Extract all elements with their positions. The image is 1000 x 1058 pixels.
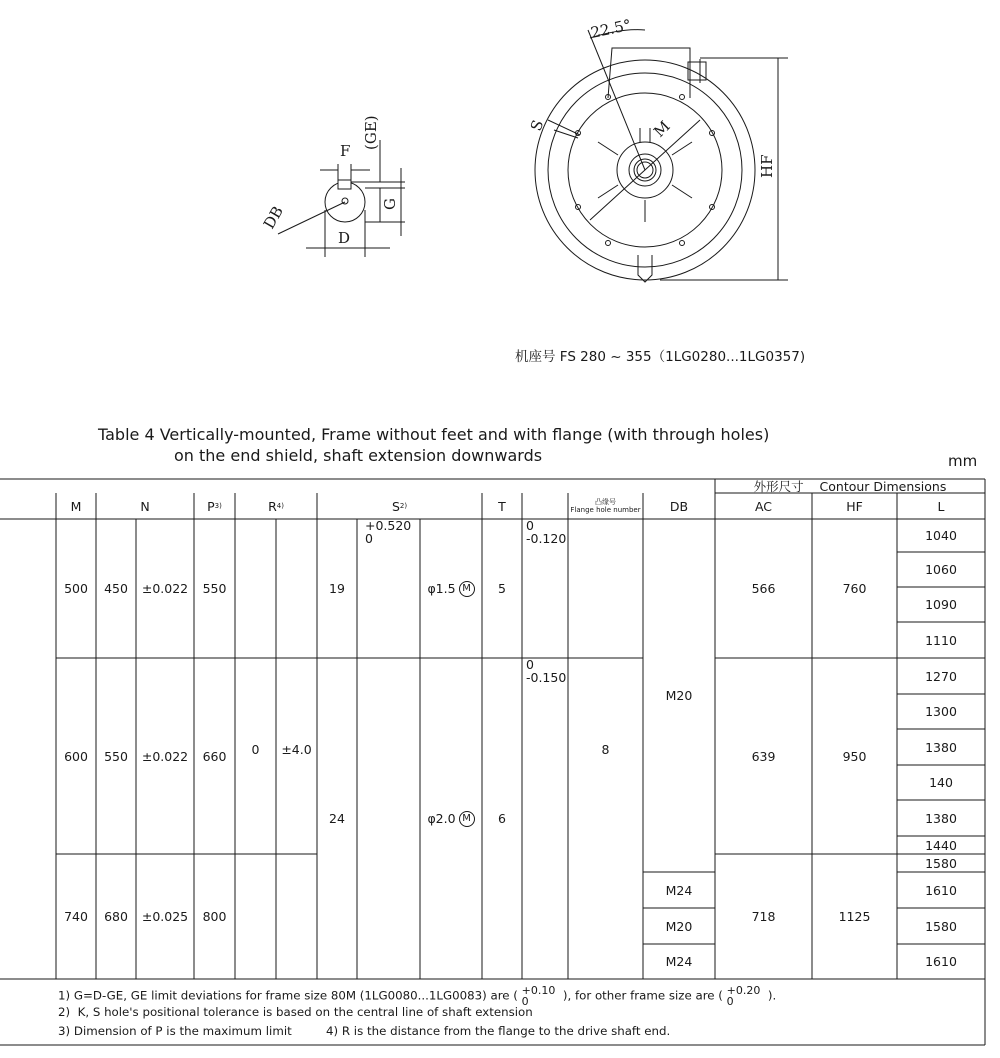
label-hf: HF bbox=[758, 154, 776, 178]
g1-s: 19 bbox=[329, 581, 345, 596]
header-hf: HF bbox=[846, 498, 863, 514]
s-lower: 24 bbox=[329, 811, 345, 826]
footnote-3: 3) Dimension of P is the maximum limit bbox=[58, 1024, 292, 1038]
g3-db-2: M20 bbox=[665, 918, 693, 934]
g3-p: 800 bbox=[202, 909, 227, 924]
footnote-4: 4) R is the distance from the flange to the drive shaft end. bbox=[326, 1024, 671, 1038]
g1-m: 500 bbox=[64, 581, 88, 596]
header-flange-holes: 凸缘号 Flange hole number bbox=[570, 498, 641, 514]
g1-l-2: 1060 bbox=[925, 562, 957, 577]
g1-t-tol: 0 -0.120 bbox=[526, 518, 567, 546]
g3-l-1: 1580 bbox=[925, 855, 957, 871]
g1-l-1: 1040 bbox=[925, 528, 957, 543]
g2-ac: 639 bbox=[751, 748, 776, 764]
header-r: R 4) bbox=[268, 498, 284, 514]
g2-l-5: 1380 bbox=[925, 810, 957, 826]
g2-p: 660 bbox=[202, 748, 227, 764]
g3-n-tol: ±0.025 bbox=[141, 909, 189, 924]
g3-m: 740 bbox=[64, 909, 88, 924]
header-p: P 3) bbox=[207, 498, 222, 514]
g3-n: 680 bbox=[104, 909, 128, 924]
r-tolerance: ±4.0 bbox=[281, 741, 312, 757]
g2-hf: 950 bbox=[842, 748, 867, 764]
header-s: S 2) bbox=[391, 498, 408, 514]
contour-dimensions-header: 外形尺寸 Contour Dimensions bbox=[753, 478, 947, 494]
g3-ac: 718 bbox=[751, 909, 776, 924]
footnote-1: 1) G=D-GE, GE limit deviations for frame size 80M (1LG0080...1LG0083) are ( +0.10 0 ), for other frame size are ( +0.20 0 ). bbox=[58, 984, 777, 1008]
g1-l-4: 1110 bbox=[925, 632, 957, 648]
label-db: DB bbox=[259, 203, 287, 232]
table-title-line2: on the end shield, shaft extension downwards bbox=[174, 446, 543, 465]
g1-l-3: 1090 bbox=[925, 597, 957, 612]
t-tol-lower: 0 -0.150 bbox=[526, 657, 567, 685]
g3-l-2: 1610 bbox=[925, 882, 957, 898]
label-s: S bbox=[526, 117, 548, 134]
label-g: G bbox=[381, 198, 399, 210]
header-l: L bbox=[937, 498, 945, 514]
r-value: 0 bbox=[251, 741, 260, 757]
g2-l-3: 1380 bbox=[925, 739, 957, 755]
g3-hf: 1125 bbox=[838, 909, 871, 924]
g1-t: 5 bbox=[498, 581, 506, 596]
label-ge: (GE) bbox=[362, 115, 380, 150]
g1-n: 450 bbox=[104, 581, 128, 596]
flange-hole-number: 8 bbox=[601, 741, 610, 757]
g1-n-tol: ±0.022 bbox=[141, 581, 189, 596]
frame-caption: 机座号 FS 280 ~ 355（1LG0280...1LG0357) bbox=[515, 349, 806, 365]
g3-db-1: M24 bbox=[665, 882, 693, 898]
g2-l-4: 140 bbox=[929, 775, 953, 790]
label-angle: 22.5° bbox=[589, 15, 633, 42]
unit-label: mm bbox=[948, 452, 978, 470]
t-lower: 6 bbox=[498, 811, 506, 826]
g1-p: 550 bbox=[202, 581, 227, 596]
g1-s-pos: φ1.5 M bbox=[420, 519, 482, 658]
g1-ac: 566 bbox=[751, 581, 776, 596]
g3-db-3: M24 bbox=[665, 954, 693, 969]
g3-l-3: 1580 bbox=[925, 918, 957, 934]
db-main: M20 bbox=[665, 688, 693, 703]
g2-n-tol: ±0.022 bbox=[141, 748, 189, 764]
g1-hf: 760 bbox=[842, 581, 867, 596]
label-m: M bbox=[650, 117, 674, 141]
footnote-2: 2) K, S hole's positional tolerance is based on the central line of shaft extension bbox=[58, 1005, 533, 1019]
g2-l-2: 1300 bbox=[925, 704, 957, 719]
g2-n: 550 bbox=[104, 748, 128, 764]
table-title-line1: Table 4 Vertically-mounted, Frame without feet and with flange (with through holes) bbox=[98, 425, 770, 444]
header-db: DB bbox=[669, 498, 689, 514]
g2-l-1: 1270 bbox=[925, 668, 957, 684]
s-pos-lower: φ2.0 M bbox=[420, 658, 482, 979]
g2-l-6: 1440 bbox=[925, 837, 957, 853]
g3-l-4: 1610 bbox=[925, 954, 957, 969]
header-n: N bbox=[140, 498, 150, 514]
g2-m: 600 bbox=[64, 748, 88, 764]
header-m: M bbox=[70, 498, 82, 514]
header-ac: AC bbox=[754, 498, 773, 514]
label-f: F bbox=[340, 142, 351, 160]
header-t: T bbox=[498, 498, 506, 514]
s-tolerance: +0.520 0 bbox=[365, 518, 412, 546]
label-d: D bbox=[338, 229, 351, 247]
